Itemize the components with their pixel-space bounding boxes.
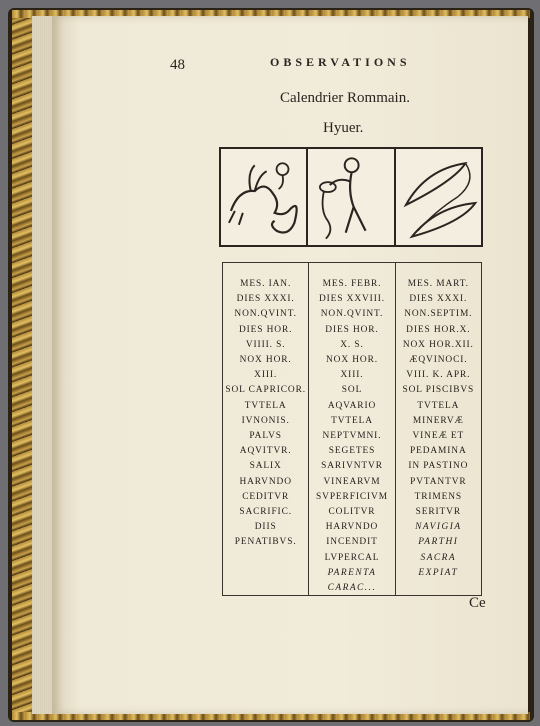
calendar-line: XIII. (340, 370, 364, 381)
calendar-line: DIES XXXI. (236, 294, 295, 305)
calendar-script-line: EXPIAT (418, 567, 459, 578)
calendar-line: SOL CAPRICOR. (225, 385, 306, 396)
calendar-line: PENATIBVS. (234, 537, 297, 548)
calendar-line: NON.QVINT. (234, 309, 297, 320)
calendar-line: MES. IAN. (240, 279, 292, 289)
calendar-line: SACRIFIC. (239, 507, 292, 518)
calendar-line: PEDAMINA (409, 446, 467, 457)
calendar-line: DIES XXXI. (409, 294, 468, 305)
capricorn-icon (221, 149, 306, 245)
calendar-line: TVTELA (331, 415, 373, 426)
calendar-line: NON.QVINT. (320, 309, 384, 320)
gilt-edge-left (12, 10, 34, 718)
calendar-line: PALVS (249, 431, 282, 442)
calendar-column-february (309, 263, 395, 595)
calendar-line: VINEÆ ET (412, 431, 465, 442)
capricorn-panel (221, 149, 308, 245)
roman-calendar-table (222, 262, 482, 596)
calendar-line: DIES XXVIII. (318, 294, 385, 305)
calendar-line: MES. MART. (407, 279, 469, 289)
calendar-line: VIII. K. APR. (406, 370, 471, 381)
calendar-line: SARIVNTVR (321, 461, 383, 472)
calendar-line: PVTANTVR (410, 476, 467, 487)
catchword: Ce (469, 595, 486, 611)
calendar-line: NOX HOR. (325, 355, 378, 366)
calendar-line: MINERVÆ (412, 415, 464, 426)
calendar-line: X. S. (340, 339, 364, 350)
calendar-line: DIES HOR. (325, 324, 379, 335)
calendar-line: VIIII. S. (245, 339, 286, 350)
calendar-line: HARVNDO (239, 476, 292, 487)
calendar-line: SEGETES (328, 446, 376, 457)
calendar-line: AQVARIO (327, 400, 377, 411)
calendar-script-line: PARTHI (418, 537, 459, 548)
zodiac-woodcut (219, 147, 483, 247)
calendar-line: ÆQVINOCI. (409, 355, 468, 366)
calendar-line: CEDITVR (242, 491, 290, 502)
calendar-line: TVTELA (417, 400, 460, 411)
calendar-line: SOL (341, 385, 363, 396)
calendar-line: IVNONIS. (241, 415, 290, 426)
pisces-icon (396, 149, 481, 245)
pisces-panel (396, 149, 481, 245)
page-title: Calendrier Rommain. (280, 90, 410, 106)
aquarius-icon (308, 149, 393, 245)
calendar-script-line: PARENTA (327, 567, 377, 578)
calendar-line: SERITVR (415, 507, 461, 518)
calendar-script-line: SACRA (420, 552, 457, 563)
calendar-column-january (223, 263, 309, 595)
aquarius-panel (308, 149, 395, 245)
calendar-line: SVPERFICIVM (316, 491, 388, 502)
calendar-script-line: NAVIGIA (415, 522, 462, 533)
page-number: 48 (170, 57, 185, 73)
calendar-line: DIES HOR.X. (406, 324, 471, 335)
calendar-line: DIIS (254, 522, 277, 533)
calendar-line: SOL PISCIBVS (402, 385, 475, 396)
running-head: OBSERVATIONS (270, 55, 411, 69)
calendar-line: NOX HOR.XII. (402, 339, 474, 350)
calendar-line: TVTELA (244, 400, 287, 411)
calendar-line: IN PASTINO (408, 461, 469, 472)
calendar-script-line: CARAC... (327, 583, 377, 594)
calendar-line: NON.SEPTIM. (404, 309, 473, 320)
calendar-line: COLITVR (328, 507, 376, 518)
calendar-column-march (396, 263, 481, 595)
calendar-line: MES. FEBR. (322, 279, 382, 289)
calendar-line: NOX HOR. (239, 355, 292, 366)
calendar-line: DIES HOR. (238, 324, 293, 335)
calendar-line: AQVITVR. (239, 446, 292, 457)
calendar-line: INCENDIT (326, 537, 378, 548)
calendar-line: HARVNDO (325, 522, 379, 533)
calendar-line: SALIX (249, 461, 282, 472)
calendar-line: TRIMENS (414, 491, 463, 502)
calendar-line: NEPTVMNI. (322, 431, 382, 442)
calendar-line: XIII. (254, 370, 278, 381)
calendar-line: LVPERCAL (324, 552, 380, 563)
calendar-line: VINEARVM (323, 476, 381, 487)
season-heading: Hyuer. (323, 120, 364, 136)
